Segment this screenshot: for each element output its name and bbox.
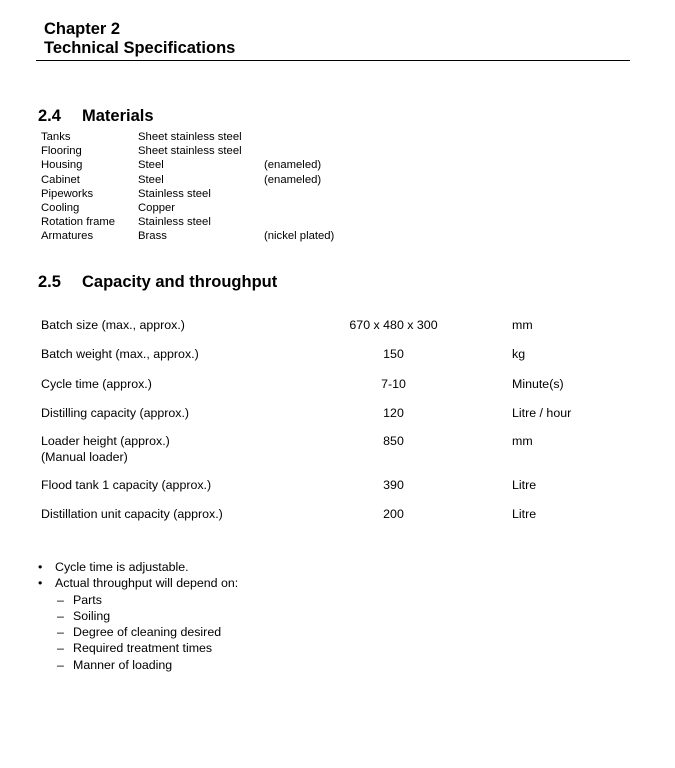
materials-material: Brass: [138, 230, 167, 243]
capacity-row: [41, 346, 631, 376]
materials-note: (nickel plated): [264, 230, 335, 243]
capacity-label-line2: (Manual loader): [41, 450, 128, 464]
dash-icon: –: [57, 657, 64, 672]
capacity-value: 850: [383, 434, 404, 448]
section-capacity-heading: [38, 272, 277, 292]
bullet-text: Actual throughput will depend on:: [55, 576, 239, 591]
capacity-row: [41, 317, 631, 346]
materials-note: (enameled): [264, 159, 322, 172]
materials-material: Copper: [138, 201, 176, 214]
materials-material: Steel: [138, 173, 164, 186]
capacity-label: Batch size (max., approx.): [41, 318, 185, 332]
materials-material: Sheet stainless steel: [138, 131, 242, 143]
bullet-icon: •: [38, 576, 43, 591]
sub-item: [38, 592, 238, 608]
capacity-label-line1: Loader height (approx.): [41, 434, 170, 448]
capacity-unit: Litre: [512, 507, 537, 521]
chapter-title: Technical Specifications: [44, 39, 236, 57]
materials-material: Steel: [138, 159, 164, 172]
materials-material: Stainless steel: [138, 187, 211, 200]
section-title: Materials: [82, 107, 154, 125]
materials-part: Housing: [41, 159, 83, 172]
sub-item: [38, 624, 238, 640]
bullet-item: [38, 575, 238, 591]
sub-item-text: Degree of cleaning desired: [73, 625, 222, 640]
capacity-label: Cycle time (approx.): [41, 376, 152, 391]
materials-material: Sheet stainless steel: [138, 145, 242, 158]
capacity-unit: mm: [512, 318, 533, 332]
chapter-number: Chapter 2: [44, 20, 121, 38]
sub-item-text: Required treatment times: [73, 641, 213, 656]
materials-part: Flooring: [41, 145, 82, 158]
capacity-row: [41, 433, 631, 477]
capacity-value: 120: [383, 405, 404, 420]
capacity-unit: Litre / hour: [512, 405, 572, 420]
capacity-row: [41, 506, 631, 526]
capacity-value: 150: [383, 347, 404, 361]
capacity-value: 670 x 480 x 300: [349, 318, 438, 332]
capacity-label: Distillation unit capacity (approx.): [41, 507, 223, 521]
dash-icon: –: [57, 592, 64, 607]
materials-part: Pipeworks: [41, 187, 94, 200]
capacity-value: 390: [383, 478, 404, 492]
notes-list: [38, 559, 238, 673]
dash-icon: –: [57, 608, 64, 623]
sub-item-text: Manner of loading: [73, 657, 173, 672]
section-number: 2.5: [38, 273, 61, 291]
section-materials-heading: [38, 106, 154, 126]
materials-material: Stainless steel: [138, 216, 211, 229]
capacity-label: Distilling capacity (approx.): [41, 405, 190, 420]
sub-item-text: Soiling: [73, 608, 111, 623]
dash-icon: –: [57, 625, 64, 640]
materials-part: Cooling: [41, 201, 80, 214]
capacity-label: Flood tank 1 capacity (approx.): [41, 478, 212, 492]
sub-item: [38, 657, 238, 673]
sub-item: [38, 608, 238, 624]
capacity-label: Batch weight (max., approx.): [41, 347, 199, 361]
dash-icon: –: [57, 641, 64, 656]
sub-item: [38, 640, 238, 656]
capacity-value: 7-10: [381, 376, 406, 391]
bullet-text: Cycle time is adjustable.: [55, 560, 189, 574]
header-divider: [36, 60, 630, 61]
capacity-row: [41, 477, 631, 506]
capacity-unit: kg: [512, 347, 526, 361]
materials-part: Rotation frame: [41, 216, 116, 229]
sub-item-text: Parts: [73, 592, 102, 607]
capacity-unit: Litre: [512, 478, 537, 492]
capacity-table: [41, 317, 631, 526]
capacity-unit: Minute(s): [512, 376, 564, 391]
capacity-value: 200: [383, 507, 404, 521]
materials-part: Cabinet: [41, 173, 80, 186]
bullet-icon: •: [38, 560, 43, 574]
section-number: 2.4: [38, 107, 61, 125]
chapter-heading: [44, 20, 235, 58]
materials-part: Tanks: [41, 131, 71, 143]
bullet-item: [38, 559, 238, 575]
materials-part: Armatures: [41, 230, 94, 243]
capacity-unit: mm: [512, 434, 533, 448]
capacity-row: [41, 405, 631, 434]
section-title: Capacity and throughput: [82, 273, 278, 291]
materials-note: (enameled): [264, 173, 322, 186]
capacity-row: [41, 376, 631, 405]
capacity-label: [41, 433, 170, 465]
